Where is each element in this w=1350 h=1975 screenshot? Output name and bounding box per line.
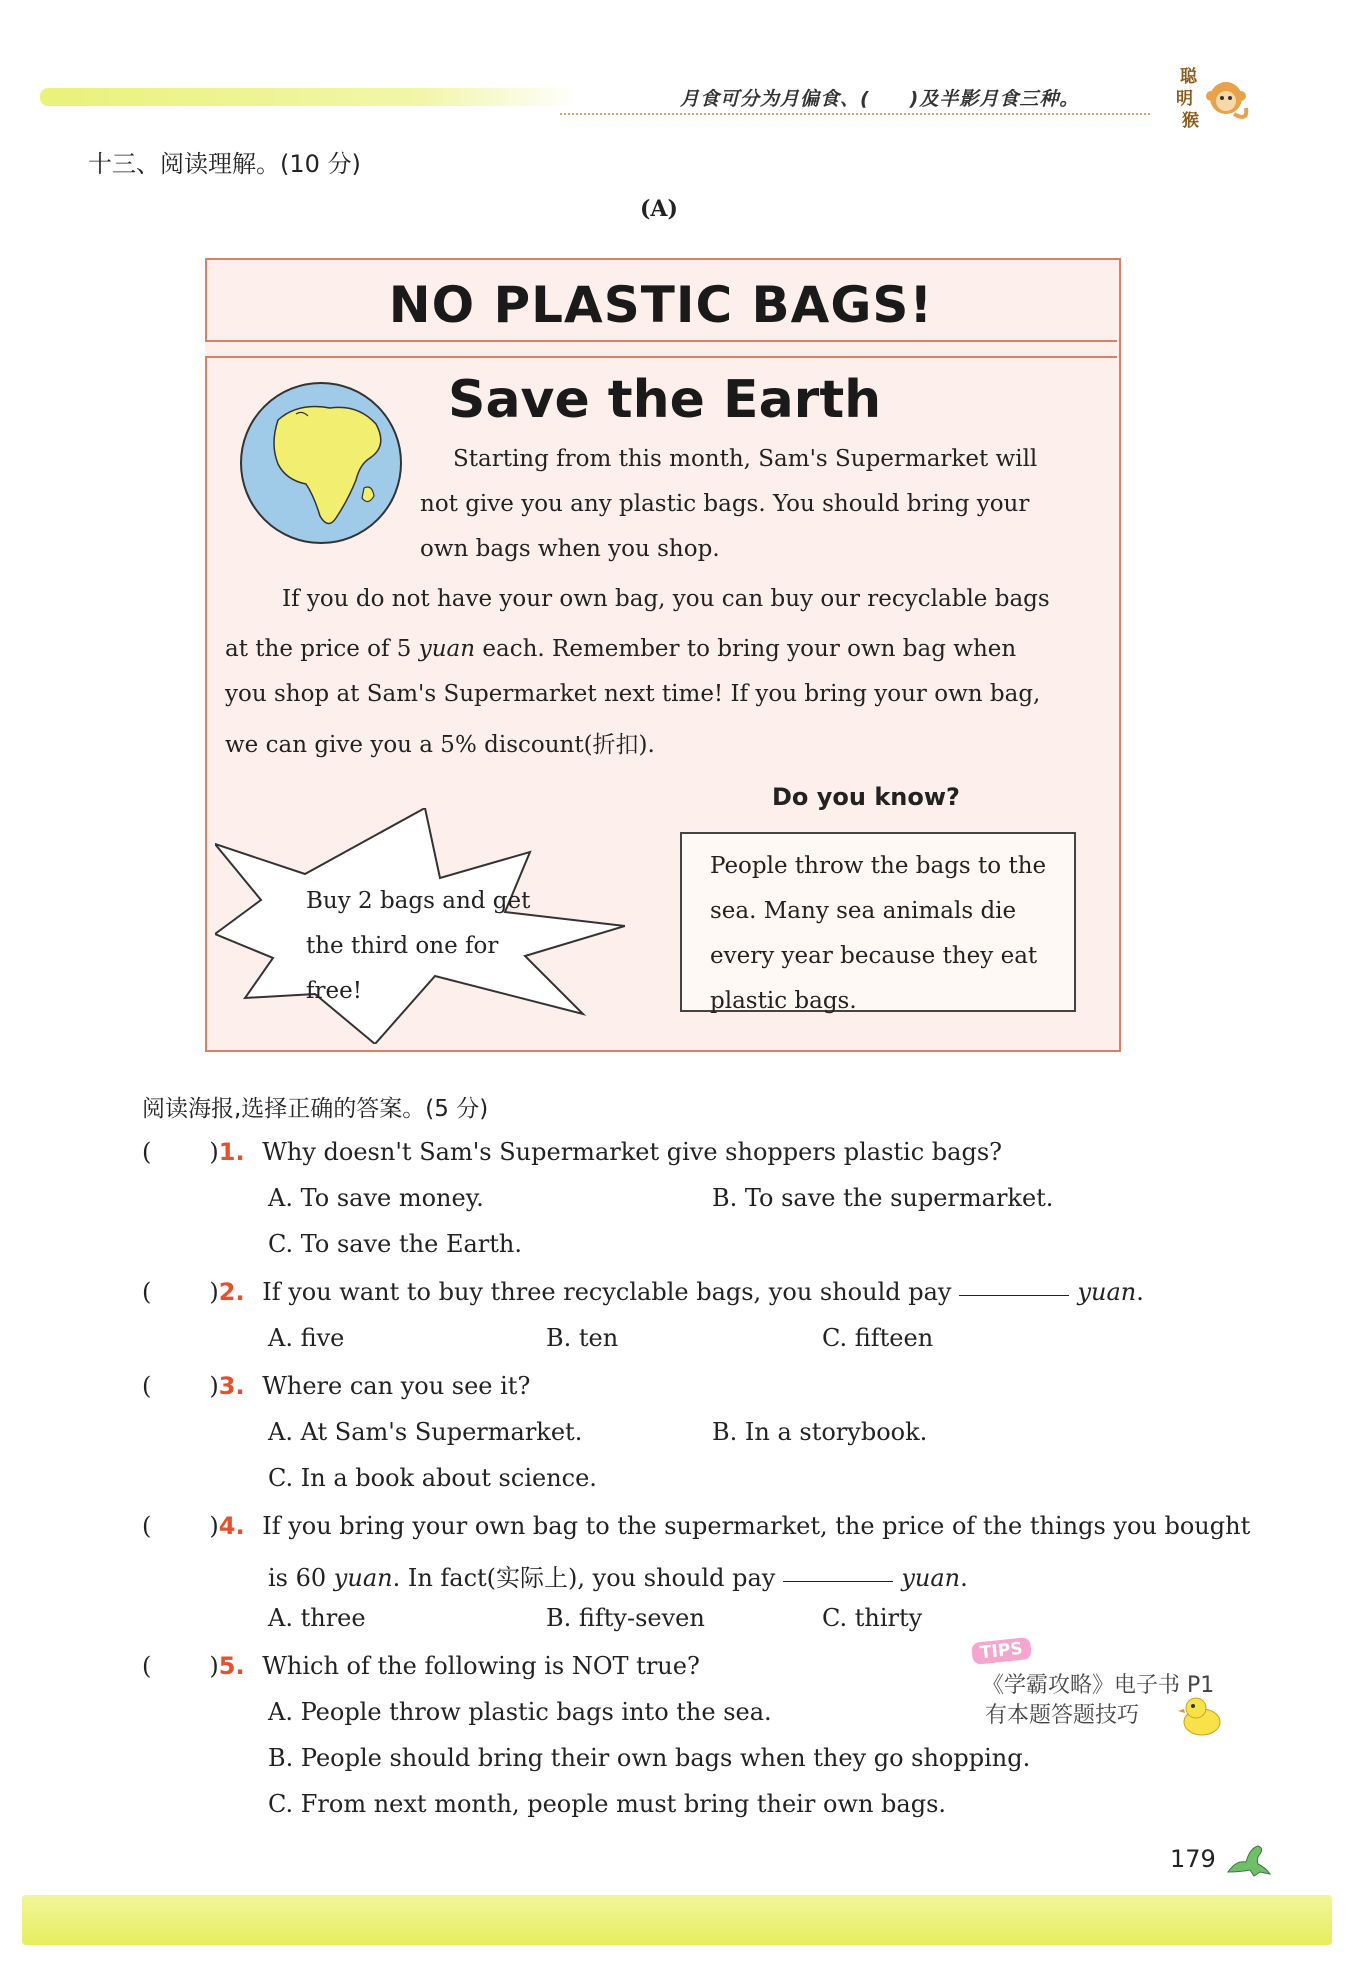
- logo-char-2: 明: [1176, 89, 1193, 109]
- section-title: 十三、阅读理解。(10 分): [88, 150, 361, 178]
- question-number: 1.: [218, 1138, 245, 1166]
- tips-badge: TIPS: [971, 1637, 1032, 1665]
- q5-option-b: B. People should bring their own bags when they go shopping.: [268, 1744, 1031, 1772]
- logo-char-3: 猴: [1182, 111, 1199, 131]
- question-text: If you bring your own bag to the supermarket, the price of the things you bought: [262, 1512, 1251, 1540]
- q1-option-c: C. To save the Earth.: [268, 1230, 522, 1258]
- monkey-icon: [1176, 62, 1256, 132]
- q3-option-b: B. In a storybook.: [712, 1418, 928, 1446]
- answer-paren-close: ): [209, 1652, 219, 1680]
- tips-line2: 有本题答题技巧: [985, 1703, 1140, 1728]
- question-4-line2: is 60 yuan. In fact(实际上), you should pay yuan.: [268, 1564, 968, 1592]
- question-2: [142, 1278, 1144, 1306]
- q2-option-c: C. fifteen: [822, 1324, 934, 1352]
- answer-paren-open: (: [142, 1372, 152, 1400]
- offer-line1: Buy 2 bags and get: [306, 888, 531, 914]
- fact-line2: sea. Many sea animals die: [710, 898, 1017, 924]
- q3-option-c: C. In a book about science.: [268, 1464, 597, 1492]
- q5-option-a: A. People throw plastic bags into the sea.: [268, 1698, 772, 1726]
- poster-para1-line3: own bags when you shop.: [420, 536, 720, 562]
- poster-para2-line1: If you do not have your own bag, you can buy our recyclable bags: [282, 586, 1050, 612]
- header-dotted-line: [560, 113, 1150, 115]
- q4-option-c: C. thirty: [822, 1604, 923, 1632]
- poster-para2-line2: at the price of 5 yuan each. Remember to bring your own bag when: [225, 636, 1017, 662]
- question-number: 5.: [218, 1652, 245, 1680]
- q1-option-a: A. To save money.: [268, 1184, 484, 1212]
- q4-option-b: B. fifty-seven: [546, 1604, 705, 1632]
- yuan-unit: yuan: [1077, 1278, 1137, 1306]
- answer-paren-close: ): [209, 1278, 219, 1306]
- part-label: (A): [640, 196, 678, 222]
- q2-option-b: B. ten: [546, 1324, 619, 1352]
- q1-option-b: B. To save the supermarket.: [712, 1184, 1054, 1212]
- q2-option-a: A. five: [268, 1324, 345, 1352]
- page-number: 179: [1170, 1845, 1216, 1873]
- poster-para1-line2: not give you any plastic bags. You should bring your: [420, 491, 1030, 517]
- header-band: [40, 88, 580, 106]
- fact-line1: People throw the bags to the: [710, 853, 1047, 879]
- q4-option-a: A. three: [268, 1604, 366, 1632]
- answer-paren-close: ): [209, 1138, 219, 1166]
- answer-paren-open: (: [142, 1278, 152, 1306]
- poster-separator: [205, 340, 1117, 358]
- fact-line4: plastic bags.: [710, 988, 857, 1014]
- poster-para2-line3: you shop at Sam's Supermarket next time! If you bring your own bag,: [225, 681, 1041, 707]
- poster-para1-line1: Starting from this month, Sam's Supermarket will: [453, 446, 1038, 472]
- question-number: 2.: [218, 1278, 245, 1306]
- poster-para2-line4: we can give you a 5% discount(折扣).: [225, 732, 655, 758]
- poster-subtitle: Save the Earth: [448, 370, 882, 430]
- footer-band: [22, 1895, 1332, 1945]
- duck-icon: [1176, 1690, 1226, 1740]
- offer-starburst: [215, 808, 625, 1044]
- question-4: [142, 1512, 1250, 1540]
- period: .: [1136, 1278, 1144, 1306]
- question-text: Where can you see it?: [262, 1372, 531, 1400]
- questions-instruction: 阅读海报,选择正确的答案。(5 分): [142, 1096, 489, 1122]
- question-number: 4.: [218, 1512, 245, 1540]
- answer-paren-close: ): [209, 1372, 219, 1400]
- tips-line1: 《学霸攻略》电子书 P1: [982, 1673, 1215, 1698]
- offer-line2: the third one for: [306, 933, 499, 959]
- answer-paren-open: (: [142, 1652, 152, 1680]
- offer-line3: free!: [306, 978, 362, 1004]
- poster-title: NO PLASTIC BAGS!: [388, 276, 934, 334]
- question-text: Why doesn't Sam's Supermarket give shoppers plastic bags?: [262, 1138, 1003, 1166]
- question-number: 3.: [218, 1372, 245, 1400]
- fact-line3: every year because they eat: [710, 943, 1038, 969]
- globe-icon: [238, 380, 404, 546]
- question-text: Which of the following is NOT true?: [262, 1652, 700, 1680]
- fill-blank: [783, 1581, 893, 1582]
- answer-paren-open: (: [142, 1512, 152, 1540]
- logo-char-1: 聪: [1180, 67, 1197, 87]
- q5-option-c: C. From next month, people must bring their own bags.: [268, 1790, 947, 1818]
- question-text: If you want to buy three recyclable bags, you should pay: [262, 1278, 952, 1306]
- answer-paren-open: (: [142, 1138, 152, 1166]
- monkey-logo: [1176, 62, 1256, 132]
- dinosaur-icon: [1224, 1838, 1272, 1878]
- question-1: [142, 1138, 1002, 1166]
- question-5: [142, 1652, 700, 1680]
- q3-option-a: A. At Sam's Supermarket.: [268, 1418, 583, 1446]
- answer-paren-close: ): [209, 1512, 219, 1540]
- do-you-know-heading: Do you know?: [772, 783, 960, 811]
- header-hint: 月食可分为月偏食、( )及半影月食三种。: [680, 88, 1080, 110]
- question-3: [142, 1372, 530, 1400]
- fill-blank: [959, 1295, 1069, 1296]
